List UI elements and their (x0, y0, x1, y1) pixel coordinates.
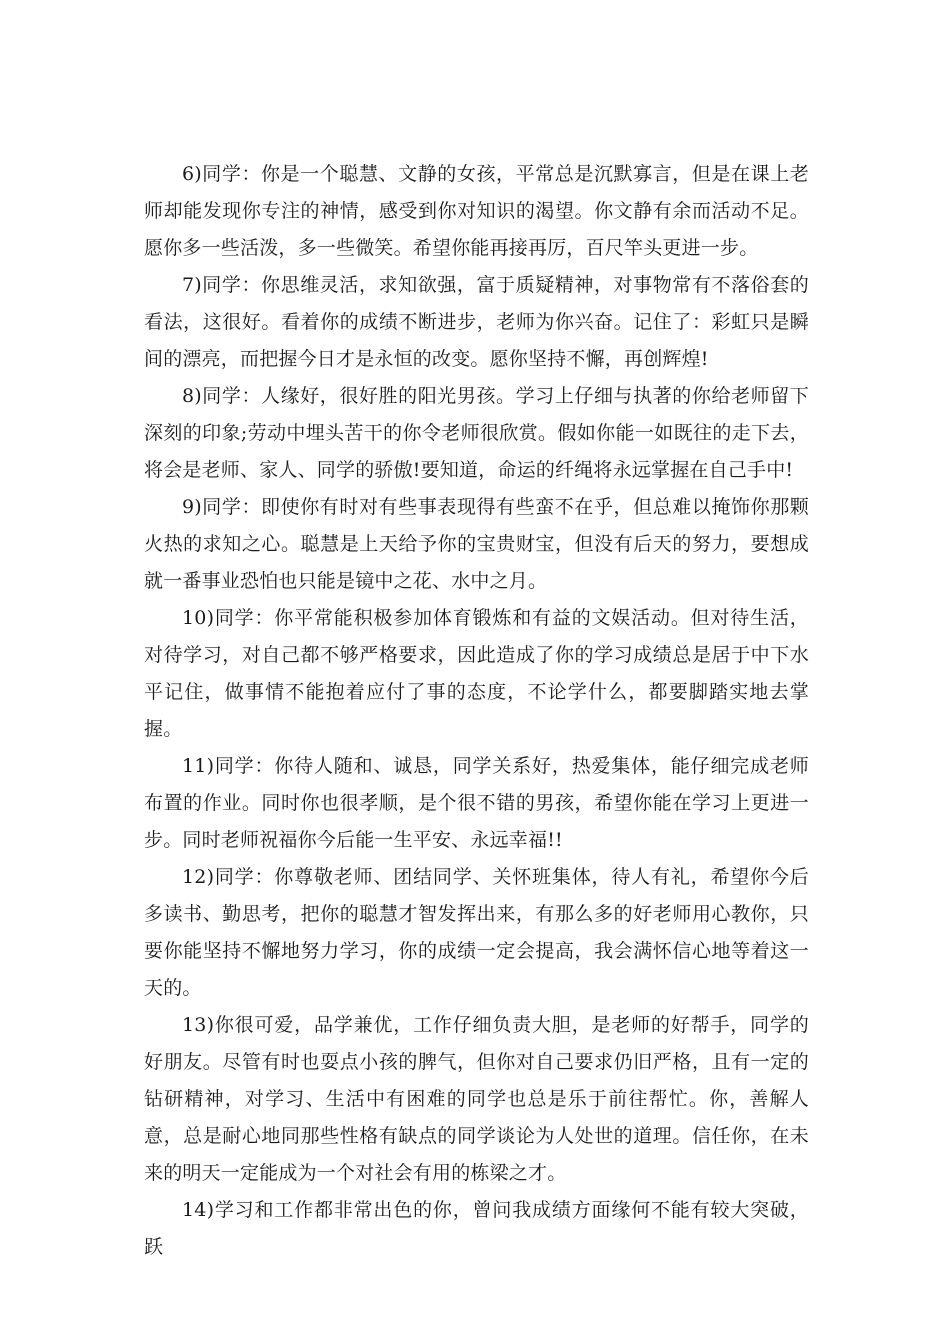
paragraph-8: 8)同学：人缘好，很好胜的阳光男孩。学习上仔细与执著的你给老师留下深刻的印象;劳动中埋头苦干的你令老师很欣赏。假如你能一如既往的走下去，将会是老师、家人、同学的骄傲!要知道，命运的纤绳将永远掌握在自己手中! (144, 385, 809, 481)
paragraph-9: 9)同学：即使你有时对有些事表现得有些蛮不在乎，但总难以掩饰你那颗火热的求知之心。聪慧是上天给予你的宝贵财宝，但没有后天的努力，要想成就一番事业恐怕也只能是镜中之花、水中之月。 (144, 496, 809, 592)
document-body (144, 156, 809, 1266)
paragraph-14: 14)学习和工作都非常出色的你，曾问我成绩方面缘何不能有较大突破，跃 (144, 1199, 809, 1258)
paragraph-7: 7)同学：你思维灵活，求知欲强，富于质疑精神，对事物常有不落俗套的看法，这很好。看着你的成绩不断进步，老师为你兴奋。记住了：彩虹只是瞬间的漂亮，而把握今日才是永恒的改变。愿你坚持不懈，再创辉煌! (144, 274, 809, 370)
paragraph-11: 11)同学：你待人随和、诚恳，同学关系好，热爱集体，能仔细完成老师布置的作业。同时你也很孝顺，是个很不错的男孩，希望你能在学习上更进一步。同时老师祝福你今后能一生平安、永远幸福!! (144, 755, 809, 851)
paragraph-10: 10)同学：你平常能积极参加体育锻炼和有益的文娱活动。但对待生活，对待学习，对自己都不够严格要求，因此造成了你的学习成绩总是居于中下水平记住，做事情不能抱着应付了事的态度，不论学什么，都要脚踏实地去掌握。 (144, 607, 809, 740)
paragraph-6: 6)同学：你是一个聪慧、文静的女孩，平常总是沉默寡言，但是在课上老师却能发现你专注的神情，感受到你对知识的渴望。你文静有余而活动不足。愿你多一些活泼，多一些微笑。希望你能再接再厉，百尺竿头更进一步。 (144, 163, 809, 259)
paragraph-13: 13)你很可爱，品学兼优，工作仔细负责大胆，是老师的好帮手，同学的好朋友。尽管有时也耍点小孩的脾气，但你对自己要求仍旧严格，且有一定的钻研精神，对学习、生活中有困难的同学也总是乐于前往帮忙。你，善解人意，总是耐心地同那些性格有缺点的同学谈论为人处世的道理。信任你，在未来的明天一定能成为一个对社会有用的栋梁之才。 (144, 1014, 809, 1184)
paragraph-12: 12)同学：你尊敬老师、团结同学、关怀班集体，待人有礼，希望你今后多读书、勤思考，把你的聪慧才智发挥出来，有那么多的好老师用心教你，只要你能坚持不懈地努力学习，你的成绩一定会提高，我会满怀信心地等着这一天的。 (144, 866, 809, 999)
